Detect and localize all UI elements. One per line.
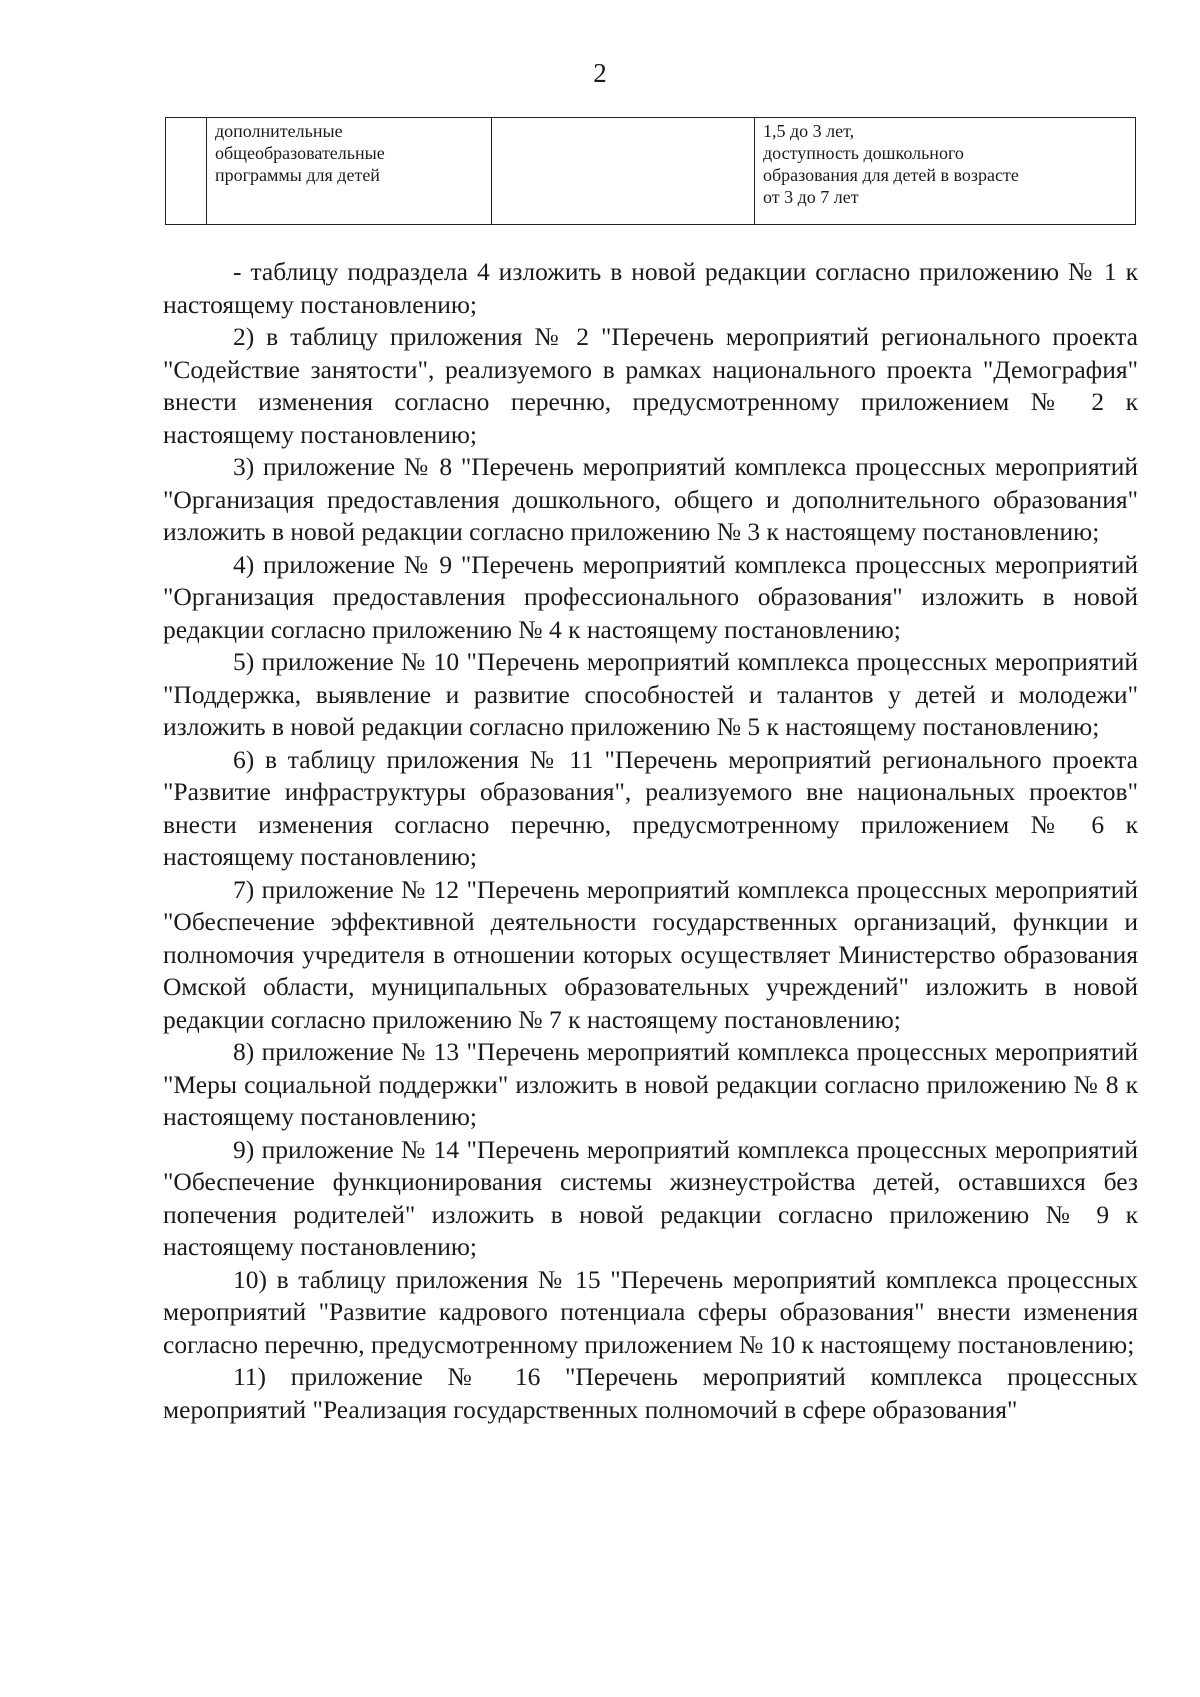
page-number: 2 bbox=[593, 58, 607, 88]
cell-line: программы для детей bbox=[215, 165, 380, 185]
continuation-table bbox=[165, 117, 1136, 225]
paragraph-item-4: 4) приложение № 9 "Перечень мероприятий комплекса процессных мероприятий "Организация предоставления профессионального образования" изложить в новой редакции согласно приложению № 4 к настоящему постановлению; bbox=[163, 549, 1138, 644]
cell-line: доступность дошкольного bbox=[763, 143, 964, 163]
table-cell-description bbox=[207, 118, 492, 225]
document-body bbox=[163, 256, 1138, 1426]
paragraph-item-2: 2) в таблицу приложения № 2 "Перечень мероприятий регионального проекта "Содействие занятости", реализуемого в рамках национального проекта "Демография" внести изменения согласно перечню, предусмотренному приложением № 2 к настоящему постановлению; bbox=[163, 322, 1138, 449]
paragraph-item-10: 10) в таблицу приложения № 15 "Перечень мероприятий комплекса процессных мероприятий "Развитие кадрового потенциала сферы образования" внести изменения согласно перечню, предусмотренному приложением № 10 к настоящему постановлению; bbox=[163, 1264, 1138, 1359]
cell-line: от 3 до 7 лет bbox=[763, 187, 859, 207]
paragraph-item-11: 11) приложение № 16 "Перечень мероприятий комплекса процессных мероприятий "Реализация государственных полномочий в сфере образования" bbox=[163, 1362, 1138, 1424]
cell-line: общеобразовательные bbox=[215, 143, 385, 163]
paragraph-item-5: 5) приложение № 10 "Перечень мероприятий комплекса процессных мероприятий "Поддержка, выявление и развитие способностей и талантов у детей и молодежи" изложить в новой редакции согласно приложению № 5 к настоящему постановлению; bbox=[163, 647, 1138, 741]
paragraph-table-subsection-4: - таблицу подраздела 4 изложить в новой редакции согласно приложению № 1 к настоящему постановлению; bbox=[163, 257, 1138, 319]
paragraph-item-3: 3) приложение № 8 "Перечень мероприятий комплекса процессных мероприятий "Организация предоставления дошкольного, общего и дополнительного образования" изложить в новой редакции согласно приложению № 3 к настоящему постановлению; bbox=[163, 452, 1138, 546]
table-cell-empty bbox=[492, 118, 755, 225]
table-cell-number bbox=[166, 118, 207, 225]
paragraph-item-7: 7) приложение № 12 "Перечень мероприятий комплекса процессных мероприятий "Обеспечение эффективной деятельности государственных организаций, функции и полномочия учредителя в отношении которых осуществляет Министерство образования Омской области, муниципальных образовательных учреждений" изложить в новой редакции согласно приложению № 7 к настоящему постановлению; bbox=[163, 874, 1138, 1034]
table-cell-result bbox=[755, 118, 1136, 225]
cell-line: 1,5 до 3 лет, bbox=[763, 121, 855, 141]
paragraph-item-9: 9) приложение № 14 "Перечень мероприятий комплекса процессных мероприятий "Обеспечение функционирования системы жизнеустройства детей, оставшихся без попечения родителей" изложить в новой редакции согласно приложению № 9 к настоящему постановлению; bbox=[163, 1134, 1138, 1261]
table-row bbox=[166, 118, 1136, 225]
paragraph-item-6: 6) в таблицу приложения № 11 "Перечень мероприятий регионального проекта "Развитие инфраструктуры образования", реализуемого вне национальных проектов" внести изменения согласно перечню, предусмотренному приложением № 6 к настоящему постановлению; bbox=[163, 744, 1138, 871]
cell-line: образования для детей в возрасте bbox=[763, 165, 1019, 185]
paragraph-item-8: 8) приложение № 13 "Перечень мероприятий комплекса процессных мероприятий "Меры социальной поддержки" изложить в новой редакции согласно приложению № 8 к настоящему постановлению; bbox=[163, 1037, 1138, 1131]
cell-line: дополнительные bbox=[215, 121, 343, 141]
